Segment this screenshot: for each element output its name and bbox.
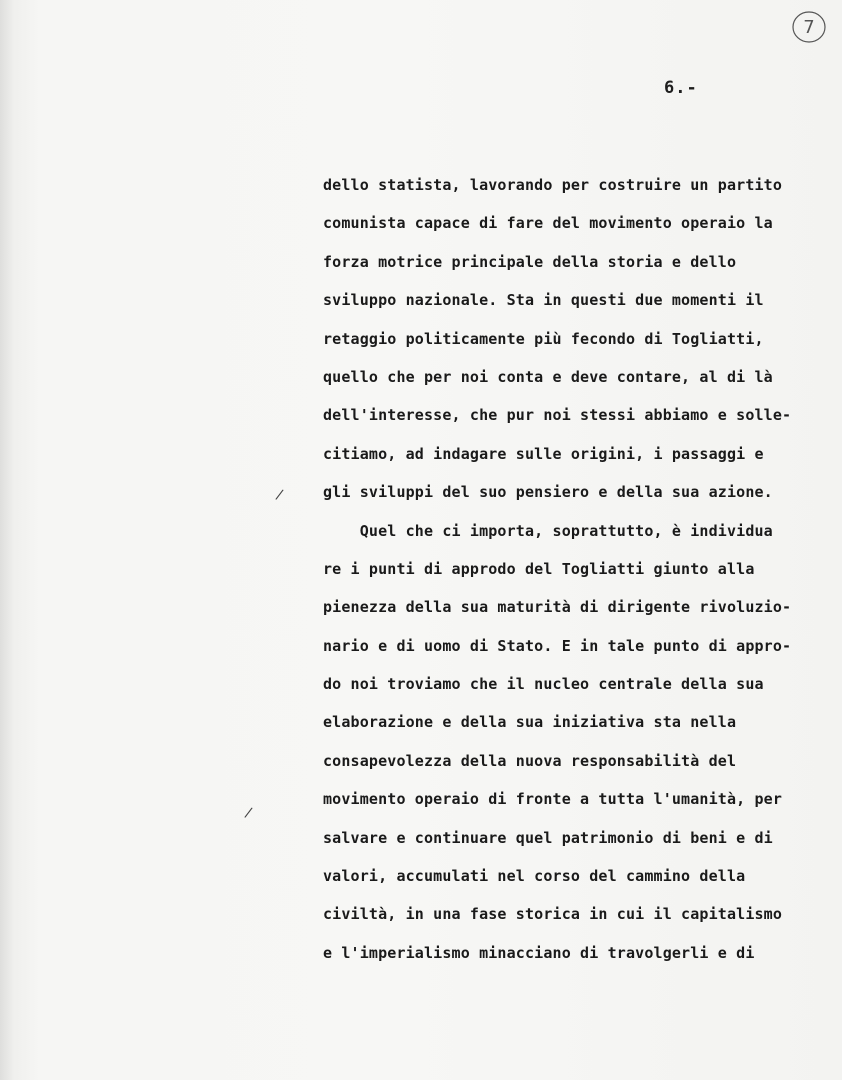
text-line: salvare e continuare quel patrimonio di beni e di (323, 828, 773, 847)
text-line: gli sviluppi del suo pensiero e della sua azione. (323, 483, 773, 502)
text-line: dell'interesse, che pur noi stessi abbiamo e solle- (323, 406, 792, 425)
text-line: dello statista, lavorando per costruire un partito (323, 176, 783, 194)
margin-mark: / (243, 804, 254, 822)
folio-number: 7 (803, 17, 815, 38)
text-line: quello che per noi conta e deve contare, al di là (323, 367, 773, 386)
page-number: 6.- (664, 78, 698, 98)
text-line: forza motrice principale della storia e dello (323, 252, 737, 271)
text-line: retaggio politicamente più fecondo di Togliatti, (323, 329, 764, 348)
text-line: elaborazione e della sua iniziativa sta nella (323, 713, 737, 732)
text-line: do noi troviamo che il nucleo centrale della sua (323, 675, 764, 694)
text-line: e l'imperialismo minacciano di travolgerli e di (323, 943, 755, 962)
margin-mark: / (274, 486, 285, 504)
page-edge-shadow (0, 0, 14, 1080)
text-line: pienezza della sua maturità di dirigente rivoluzio- (323, 598, 792, 617)
text-line: valori, accumulati nel corso del cammino della (323, 867, 746, 886)
text-line: citiamo, ad indagare sulle origini, i passaggi e (323, 444, 764, 463)
text-line: sviluppo nazionale. Sta in questi due momenti il (323, 291, 764, 310)
folio-number-circle (790, 8, 828, 46)
text-line: re i punti di approdo del Togliatti giunto alla (323, 559, 755, 578)
text-line: civiltà, in una fase storica in cui il capitalismo (323, 905, 783, 924)
text-line: nario e di uomo di Stato. E in tale punto di appro- (323, 636, 792, 655)
body-text (323, 166, 791, 972)
text-line: consapevolezza della nuova responsabilità del (323, 751, 737, 770)
text-line: Quel che ci importa, soprattutto, è individua (323, 521, 773, 540)
text-line: comunista capace di fare del movimento operaio la (323, 214, 773, 233)
text-line: movimento operaio di fronte a tutta l'umanità, per (323, 790, 783, 809)
